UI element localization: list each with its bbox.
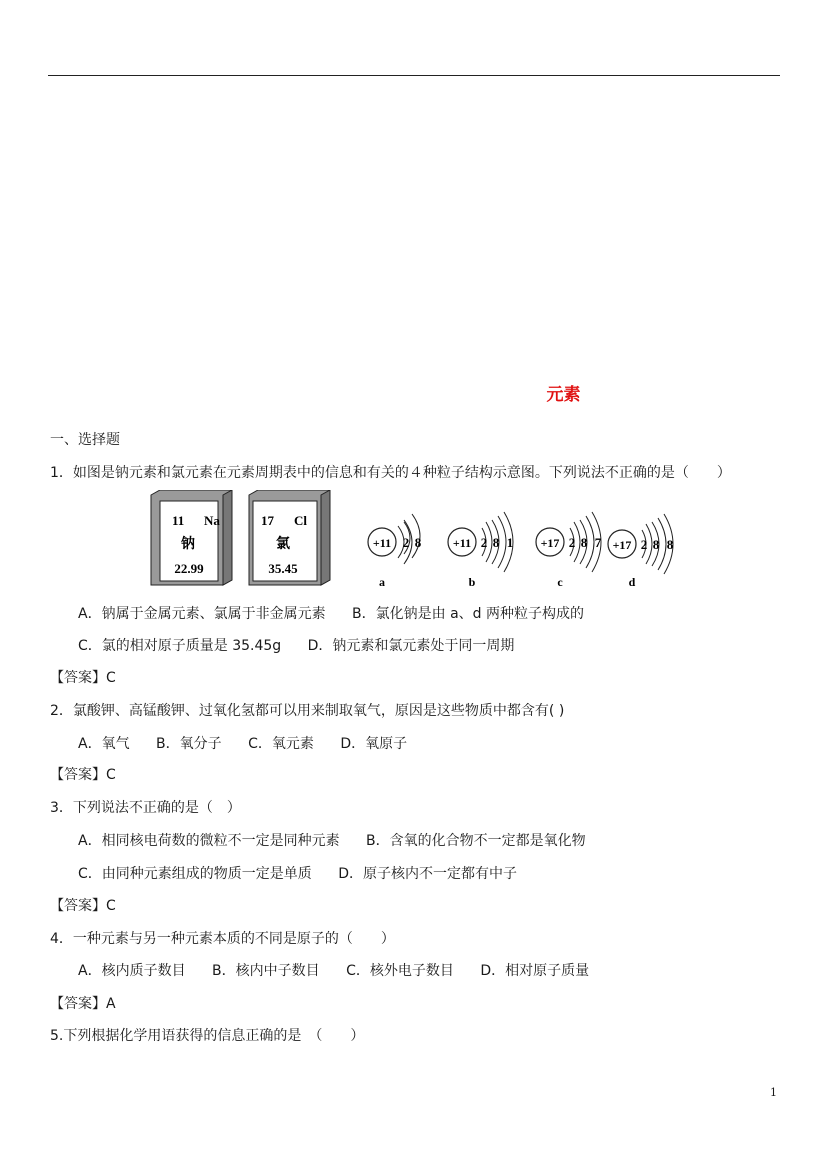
header-rule — [48, 75, 780, 76]
question-1-option-d: D．钠元素和氯元素处于同一周期 — [307, 638, 515, 654]
periodic-cell-cl — [249, 490, 330, 585]
particle-b-nucleus: +11 — [452, 536, 472, 550]
question-4-option-d: D．相对原子质量 — [480, 963, 590, 979]
question-4-options — [78, 961, 589, 981]
question-4-option-c: C．核外电子数目 — [346, 963, 454, 979]
particle-b — [448, 512, 513, 589]
cl-name: 氯 — [276, 536, 290, 552]
question-3-answer: 【答案】C — [50, 898, 116, 914]
periodic-cell-na — [151, 490, 232, 585]
particle-d-shell-1: 2 — [640, 537, 648, 552]
question-3-options-row-2 — [78, 864, 517, 884]
particle-c-label: c — [557, 575, 563, 589]
question-1-option-b: B．氯化钠是由 a、d 两种粒子构成的 — [352, 606, 585, 622]
question-3-option-c: C．由同种元素组成的物质一定是单质 — [78, 866, 312, 882]
na-mass: 22.99 — [174, 561, 204, 576]
particle-d — [608, 514, 674, 589]
document-title: 元素 — [546, 385, 581, 405]
question-1-options-row-2 — [78, 636, 514, 656]
question-2-option-c: C．氧元素 — [248, 736, 314, 752]
particle-a-label: a — [379, 575, 385, 589]
particle-c-shell-1: 2 — [568, 535, 576, 550]
question-3-option-b: B．含氧的化合物不一定都是氧化物 — [366, 833, 586, 849]
na-symbol: Na — [204, 513, 220, 528]
particle-d-label: d — [628, 575, 636, 589]
particle-b-shell-2: 8 — [492, 535, 500, 550]
question-2-option-a: A．氧气 — [78, 736, 130, 752]
particle-b-shell-1: 2 — [480, 535, 488, 550]
particle-d-shell-2: 8 — [652, 537, 660, 552]
cl-symbol: Cl — [294, 513, 307, 528]
particle-a-shell-1: 2 — [402, 535, 410, 550]
question-4-stem: 4．一种元素与另一种元素本质的不同是原子的（ ） — [50, 931, 395, 947]
question-1-option-c: C．氯的相对原子质量是 35.45g — [78, 638, 282, 654]
particle-c-nucleus: +17 — [540, 536, 560, 550]
cl-mass: 35.45 — [268, 561, 298, 576]
question-3-option-a: A．相同核电荷数的微粒不一定是同种元素 — [78, 833, 340, 849]
particle-b-shell-3: 1 — [506, 535, 514, 550]
question-1-answer: 【答案】C — [50, 670, 116, 686]
question-4-answer: 【答案】A — [50, 996, 116, 1012]
na-name: 钠 — [181, 536, 195, 552]
particle-c-shell-3: 7 — [594, 535, 602, 550]
question-3-stem: 3．下列说法不正确的是（ ） — [50, 800, 241, 816]
question-4-option-a: A．核内质子数目 — [78, 963, 186, 979]
particle-c — [536, 512, 602, 589]
question-2-options — [78, 734, 407, 754]
page-number: 1 — [770, 1086, 777, 1099]
particle-a-shell-2: 8 — [414, 535, 422, 550]
cl-atomic-number: 17 — [261, 513, 274, 528]
question-3-options-row-1 — [78, 831, 586, 851]
particle-a-nucleus: +11 — [372, 536, 392, 550]
particle-d-nucleus: +17 — [612, 538, 632, 552]
question-2-option-b: B．氧分子 — [156, 736, 222, 752]
question-1-stem: 1．如图是钠元素和氯元素在元素周期表中的信息和有关的４种粒子结构示意图。下列说法不正确的是（ ） — [50, 465, 731, 481]
question-4-option-b: B．核内中子数目 — [212, 963, 320, 979]
na-atomic-number: 11 — [172, 513, 185, 528]
question-2-option-d: D．氧原子 — [340, 736, 408, 752]
question-5-stem: 5.下列根据化学用语获得的信息正确的是 （ ） — [50, 1028, 365, 1044]
particle-c-shell-2: 8 — [580, 535, 588, 550]
question-1-figure — [150, 490, 690, 600]
question-1-options-row-1 — [78, 604, 584, 624]
particle-a — [368, 514, 422, 589]
particle-d-shell-3: 8 — [666, 537, 674, 552]
question-1-option-a: A．钠属于金属元素、氯属于非金属元素 — [78, 606, 326, 622]
question-3-option-d: D．原子核内不一定都有中子 — [338, 866, 518, 882]
question-2-answer: 【答案】C — [50, 767, 116, 783]
question-2-stem: 2．氯酸钾、高锰酸钾、过氧化氢都可以用来制取氧气，原因是这些物质中都含有( ) — [50, 703, 565, 719]
section-heading: 一、选择题 — [50, 432, 120, 448]
particle-b-label: b — [468, 575, 476, 589]
